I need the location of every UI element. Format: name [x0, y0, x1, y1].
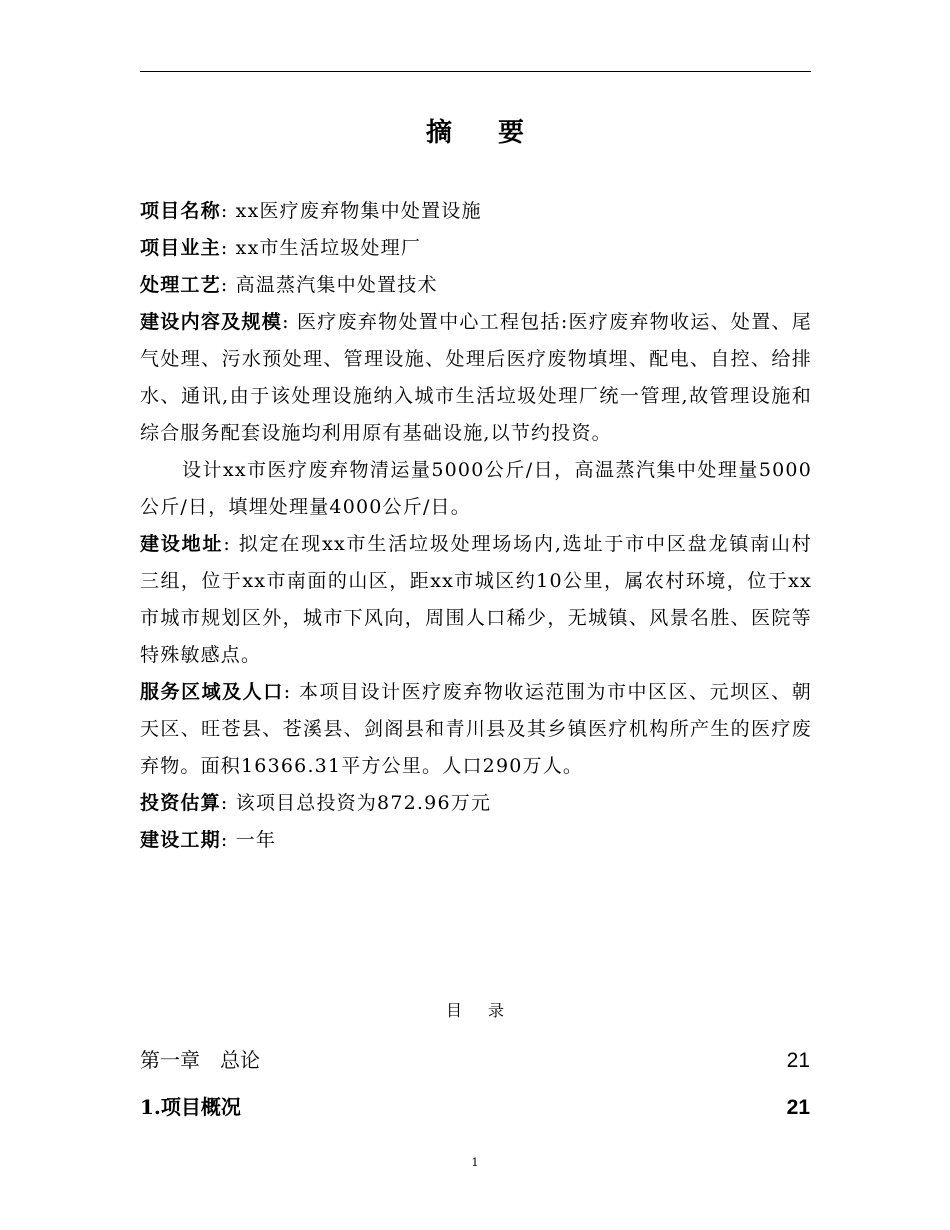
service-label: 服务区域及人口 — [140, 681, 284, 703]
project-name-label: 项目名称 — [140, 200, 221, 222]
content-value: 医疗废弃物处置中心工程包括:医疗废弃物收运、处置、尾气处理、污水预处理、管理设施、处理后医疗废物填埋、配电、自控、给排水、通讯,由于该处理设施纳入城市生活垃圾处理厂统一管理,故管理设施和综合服务配套设施均利用原有基础设施,以节约投资。 — [140, 311, 812, 444]
period-label: 建设工期 — [140, 829, 221, 851]
owner-label: 项目业主 — [140, 237, 221, 259]
title-char-1: 摘 — [425, 118, 452, 148]
process-line: 处理工艺: 高温蒸汽集中处置技术 — [140, 274, 438, 296]
service-paragraph: 服务区域及人口: 本项目设计医疗废弃物收运范围为市中区区、元坝区、朝天区、旺苍县、苍溪县、剑阁县和青川县及其乡镇医疗机构所产生的医疗废弃物。面积16366.31平方公里。人口290万人。 — [140, 681, 812, 777]
toc-entry-title: 1.项目概况 — [140, 1095, 241, 1119]
page-number: 1 — [471, 1156, 479, 1169]
toc-entry-page: 21 — [786, 1049, 810, 1072]
process-value: 高温蒸汽集中处置技术 — [235, 274, 438, 296]
toc-entry-section-1[interactable] — [140, 1091, 810, 1120]
toc-heading: 目 录 — [445, 1001, 505, 1020]
service-value: 本项目设计医疗废弃物收运范围为市中区区、元坝区、朝天区、旺苍县、苍溪县、剑阁县和青川县及其乡镇医疗机构所产生的医疗废弃物。面积16366.31平方公里。人口290万人。 — [140, 681, 812, 777]
project-name-value: xx医疗废弃物集中处置设施 — [235, 200, 482, 222]
project-name-line: 项目名称: xx医疗废弃物集中处置设施 — [140, 200, 482, 222]
period-line: 建设工期: 一年 — [140, 829, 277, 851]
toc-entry-page: 21 — [786, 1096, 810, 1119]
title-char-2: 要 — [498, 118, 525, 148]
toc-entry-chapter-1[interactable] — [140, 1044, 810, 1073]
address-label: 建设地址 — [140, 533, 224, 555]
process-label: 处理工艺 — [140, 274, 221, 296]
toc-entry-title: 第一章 总论 — [140, 1048, 260, 1072]
investment-value: 该项目总投资为872.96万元 — [235, 792, 492, 814]
address-paragraph: 建设地址: 拟定在现xx市生活垃圾处理场场内,选址于市中区盘龙镇南山村三组，位于xx市南面的山区，距xx市城区约10公里，属农村环境，位于xx市城市规划区外，城市下风向，周围人口稀少，无城镇、风景名胜、医院等特殊敏感点。 — [140, 533, 812, 666]
owner-line: 项目业主: xx市生活垃圾处理厂 — [140, 237, 422, 259]
owner-value: xx市生活垃圾处理厂 — [235, 237, 422, 259]
capacity-paragraph: 设计xx市医疗废弃物清运量5000公斤/日，高温蒸汽集中处理量5000公斤/日，填埋处理量4000公斤/日。 — [140, 459, 812, 518]
content-paragraph: 建设内容及规模: 医疗废弃物处置中心工程包括:医疗废弃物收运、处置、尾气处理、污水预处理、管理设施、处理后医疗废物填埋、配电、自控、给排水、通讯,由于该处理设施纳入城市生活垃圾处理厂统一管理,故管理设施和综合服务配套设施均利用原有基础设施,以节约投资。 — [140, 311, 812, 444]
address-value: 拟定在现xx市生活垃圾处理场场内,选址于市中区盘龙镇南山村三组，位于xx市南面的山区，距xx市城区约10公里，属农村环境，位于xx市城市规划区外，城市下风向，周围人口稀少，无城镇、风景名胜、医院等特殊敏感点。 — [140, 533, 812, 666]
summary-body — [140, 193, 812, 859]
investment-line: 投资估算: 该项目总投资为872.96万元 — [140, 792, 492, 814]
page-title — [0, 112, 950, 149]
investment-label: 投资估算 — [140, 792, 221, 814]
content-label: 建设内容及规模 — [140, 311, 283, 333]
period-value: 一年 — [235, 829, 277, 851]
header-rule — [140, 71, 811, 72]
